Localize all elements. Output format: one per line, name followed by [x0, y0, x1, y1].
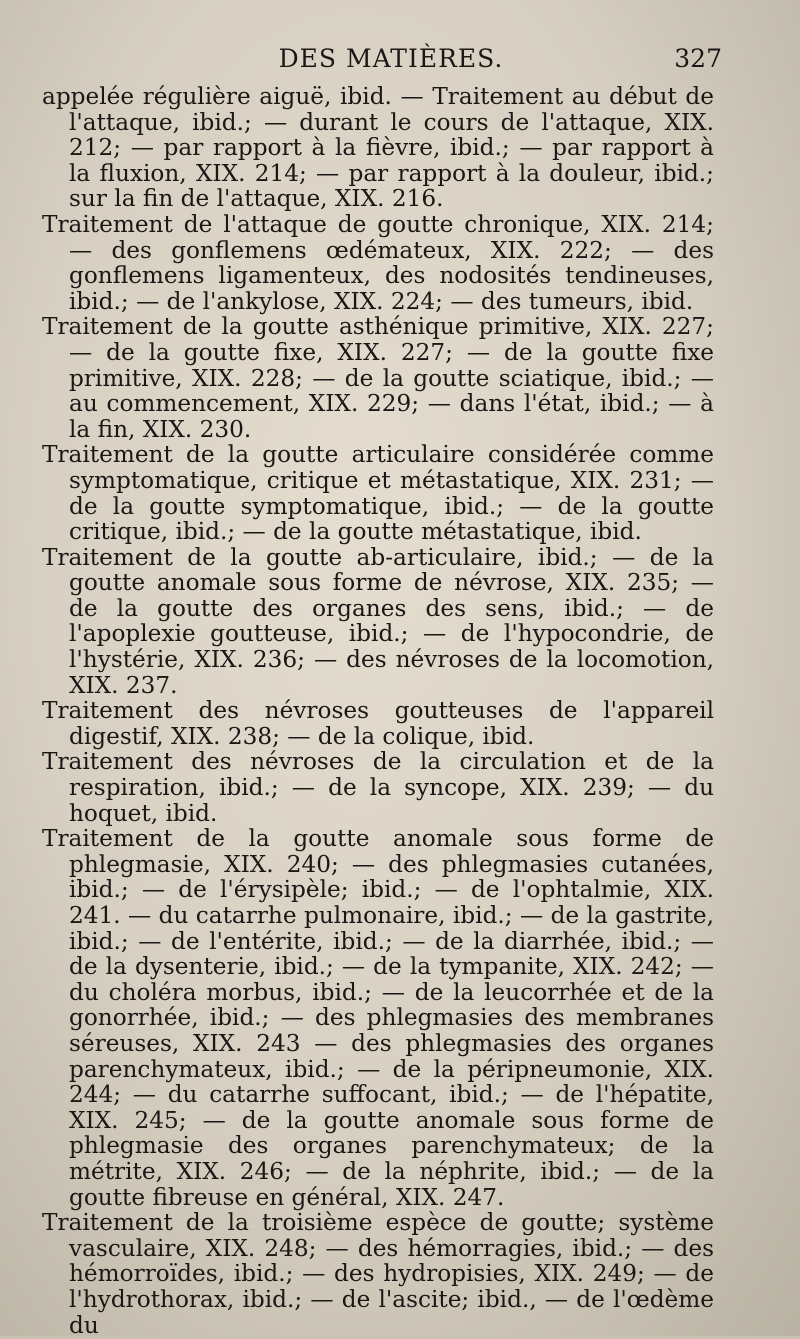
index-entry: Traitement de la goutte anomale sous forme de phlegmasie, XIX. 240; — des phlegmasies cutanées, ibid.; — de l'érysipèle; ibid.; — de l'ophtalmie, XIX. 241. — du catarrhe pulmonaire, ibid.; — de la gastrite, ibid.; — de l'entérite, ibid.; — de la diarrhée, ibid.; — de la dysenterie, ibid.; — de la tympanite, XIX. 242; — du choléra morbus, ibid.; — de la leucorrhée et de la gonorrhée, ibid.; — des phlegmasies des membranes séreuses, XIX. 243 — des phlegmasies des organes parenchymateux, ibid.; — de la péripneumonie, XIX. 244; — du catarrhe suffocant, ibid.; — de l'hépatite, XIX. 245; — de la goutte anomale sous forme de phlegmasie des organes parenchymateux; de la métrite, XIX. 246; — de la néphrite, ibid.; — de la goutte fibreuse en général, XIX. 247.	[42, 825, 714, 1211]
index-entry: Traitement de la goutte ab-articulaire, ibid.; — de la goutte anomale sous forme de névrose, XIX. 235; — de la goutte des organes des sens, ibid.; — de l'apoplexie goutteuse, ibid.; — de l'hypocondrie, de l'hystérie, XIX. 236; — des névroses de la locomotion, XIX. 237.	[42, 543, 714, 699]
page-number: 327	[674, 44, 722, 73]
index-entry: Traitement de l'attaque de goutte chronique, XIX. 214; — des gonflemens œdémateux, XIX. 222; — des gonflemens ligamenteux, des nodosités tendineuses, ibid.; — de l'ankylose, XIX. 224; — des tumeurs, ibid.	[42, 210, 714, 315]
page-header	[60, 44, 722, 84]
index-entry: Traitement de la goutte asthénique primitive, XIX. 227; — de la goutte fixe, XIX. 227; — de la goutte fixe primitive, XIX. 228; — de la goutte sciatique, ibid.; — au commencement, XIX. 229; — dans l'état, ibid.; — à la fin, XIX. 230.	[42, 313, 714, 443]
index-entry: appelée régulière aiguë, ibid. — Traitement au début de l'attaque, ibid.; — durant le cours de l'attaque, XIX. 212; — par rapport à la fièvre, ibid.; — par rapport à la fluxion, XIX. 214; — par rapport à la douleur, ibid.; sur la fin de l'attaque, XIX. 216.	[42, 83, 714, 213]
running-title: DES MATIÈRES.	[278, 44, 504, 73]
index-entry: Traitement de la troisième espèce de goutte; système vasculaire, XIX. 248; — des hémorragies, ibid.; — des hémorroïdes, ibid.; — des hydropisies, XIX. 249; — de l'hydrothorax, ibid.; — de l'ascite; ibid., — de l'œdème du	[42, 1209, 714, 1339]
index-entry: Traitement des névroses de la circulation et de la respiration, ibid.; — de la syncope, XIX. 239; — du hoquet, ibid.	[42, 748, 714, 827]
index-entries	[42, 84, 714, 1338]
index-entry: Traitement de la goutte articulaire considérée comme symptomatique, critique et métastatique, XIX. 231; — de la goutte symptomatique, ibid.; — de la goutte critique, ibid.; — de la goutte métastatique, ibid.	[42, 441, 714, 546]
index-entry: Traitement des névroses goutteuses de l'appareil digestif, XIX. 238; — de la colique, ibid.	[42, 697, 714, 750]
